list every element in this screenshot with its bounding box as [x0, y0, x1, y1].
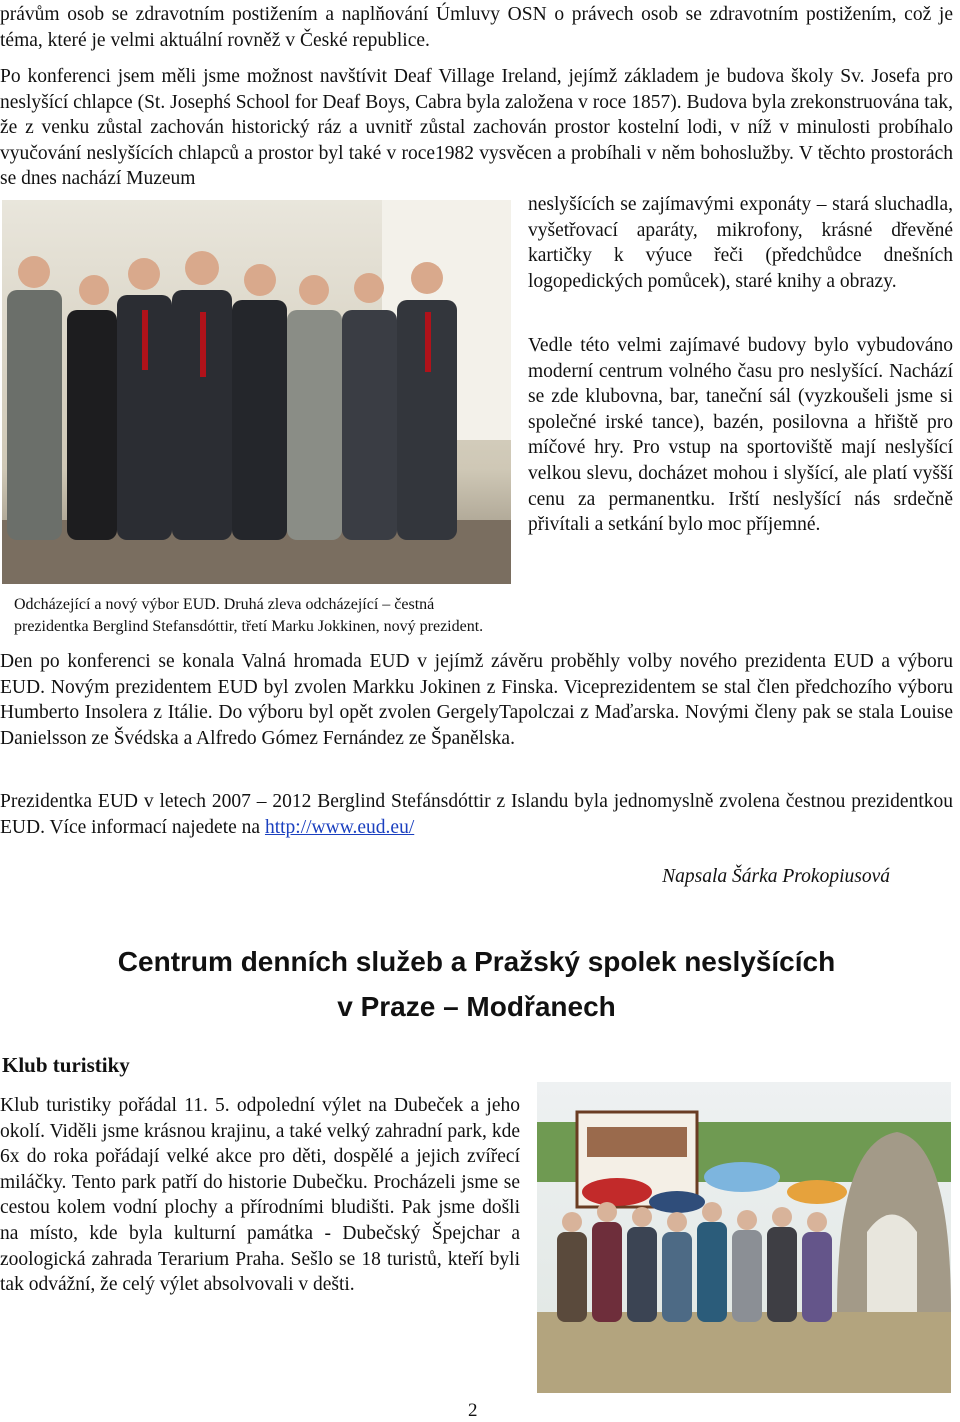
eud-website-link[interactable]: http://www.eud.eu/: [264, 816, 415, 838]
caption-line-2: prezidentka Berglind Stefansdóttir, třetí Marku Jokkinen, nový prezident.: [14, 618, 484, 635]
caption-line-1: Odcházející a nový výbor EUD. Druhá zleva odcházející – čestná: [14, 596, 435, 613]
club-subheading: Klub turistiky: [2, 1053, 130, 1077]
leisure-centre-paragraph: Vedle této velmi zajímavé budovy bylo vybudováno moderní centrum volného času pro neslyšící. Nachází se zde klubovna, bar, taneční sál (vyzkoušeli jsme si společné irské tance), bazén, posilovna a hřiště pro míčové hry. Pro vstup na sportoviště mají neslyšící velkou slevu, docházet mohou i slyšící, ale platí vyšší cenu za permanentku. Irští neslyšící nás srdečně přivítali a setkání bylo moc příjemné.: [528, 335, 953, 536]
eud-committee-photo: [2, 200, 511, 584]
intro-paragraph: právům osob se zdravotním postižením a naplňování Úmluvy OSN o právech osob se zdravotním postižením, což je téma, které je velmi aktuální rovněž v České republice.: [0, 4, 953, 51]
section-heading-line-1: Centrum denních služeb a Pražský spolek neslyšících: [117, 946, 836, 977]
page-number: 2: [468, 1400, 478, 1421]
hiking-group-photo: [537, 1082, 951, 1393]
hiking-club-paragraph: Klub turistiky pořádal 11. 5. odpolední výlet na Dubeček a jeho okolí. Viděli jsme krásnou krajinu, a také velký zahradní park, kde 6x do roka pořádají velké akce pro děti, dospělé a jejich zvířecí miláčky. Tento park patří do historie Dubečku. Procházeli jsme se cestou kolem vodní plochy a přírodními bludišti. Pak jsme došli na místo, kde byla kulturní památka - Dubečský Špejchar a zoologická zahrada Terarium Praha. Sešlo se 18 turistů, kteří byli tak odvážní, že celý výlet absolvovali v dešti.: [0, 1095, 520, 1296]
photo-caption: [14, 594, 574, 638]
museum-paragraph: neslyšících se zajímavými exponáty – stará sluchadla, vyšetřovací aparáty, mikrofony, krásné dřevěné kartičky k výuce řeči (předchůdce dnešních logopedických pomůcek), staré knihy a obrazy.: [528, 194, 953, 292]
hikers-photo-image: [537, 1082, 951, 1393]
author-signature: Napsala Šárka Prokopiusová: [662, 866, 890, 887]
honorary-president-text: Prezidentka EUD v letech 2007 – 2012 Berglind Stefánsdóttir z Islandu byla jednomyslně zvolena čestnou prezidentkou EUD. Více informací najedete na: [0, 791, 953, 838]
group-photo-image: [2, 200, 511, 584]
honorary-president-paragraph: [0, 789, 953, 840]
deaf-village-text: Po konferenci jsem měli jsme možnost navštívit Deaf Village Ireland, jejímž základem je budova školy Sv. Josefa pro neslyšící chlapce (St. Josephś School for Deaf Boys, Cabra byla založena v roce 1857). Budova byla zrekonstruována tak, že z venku zůstal zachován historický ráz a uvnitř zůstal zachován prostor kostelní lodi, v níž v minulosti probíhalo vyučování neslyšících chlapců a prostor byl také v roce1982 vysvěcen a probíhali v něm bohoslužby.: [0, 66, 953, 164]
section-heading-line-2: v Praze – Modřanech: [337, 991, 616, 1022]
museum-intro-text: V těchto prostorách se dnes nachází Muzeum: [0, 142, 953, 189]
deaf-village-paragraph: [0, 64, 953, 192]
general-assembly-paragraph: Den po konferenci se konala Valná hromada EUD v jejímž závěru proběhly volby nového prezidenta EUD a výboru EUD. Novým prezidentem EUD byl zvolen Markku Jokinen z Finska. Viceprezidentem se stal člen předchozího výboru Humberto Insolera z Itálie. Do výboru byl opět zvolen GergelyTapolczai z Maďarska. Novými členy pak se stala Louise Danielsson ze Švédska a Alfredo Gómez Fernández ze Španělska.: [0, 651, 953, 749]
